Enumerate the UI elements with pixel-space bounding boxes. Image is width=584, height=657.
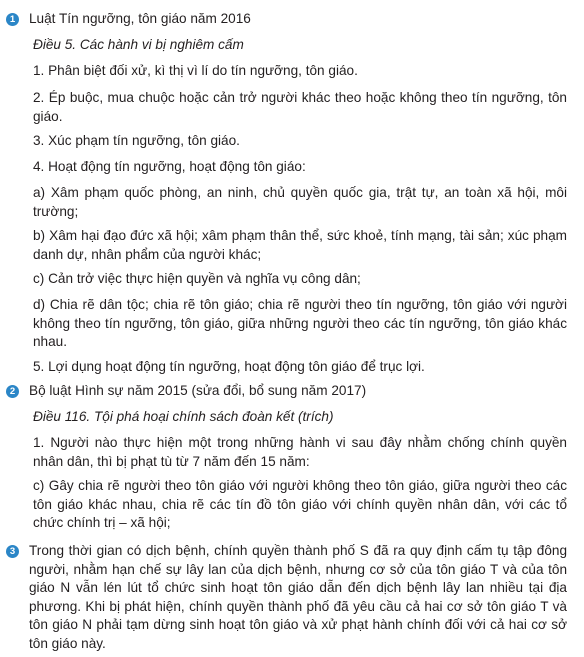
section-title: Bộ luật Hình sự năm 2015 (sửa đổi, bổ sung năm 2017) [29, 383, 367, 398]
list-item: 4. Hoạt động tín ngưỡng, hoạt động tôn giáo: [33, 159, 306, 174]
section-title: Luật Tín ngưỡng, tôn giáo năm 2016 [29, 11, 251, 26]
list-item: 1. Phân biệt đối xử, kì thị vì lí do tín ngưỡng, tôn giáo. [33, 63, 358, 78]
section-number-badge: 1 [6, 13, 19, 26]
scenario-text: Trong thời gian có dịch bệnh, chính quyền thành phố S đã ra quy định cấm tụ tập đông người, nhằm hạn chế sự lây lan của dịch bệnh, nhưng cơ sở của tôn giáo T và của tôn giáo N vẫn lén lút tổ chức sinh hoạt tôn giáo dẫn đến dịch bệnh lây lan nhiều tại địa phương. Khi bị phát hiện, chính quyền thành phố đã yêu cầu cả hai cơ sở tôn giáo T và tôn giáo N phải tạm dừng sinh hoạt tôn giáo và xử phạt hành chính đối với cả hai cơ sở tôn giáo này. [29, 543, 567, 651]
section-number-badge: 2 [6, 385, 19, 398]
list-item: 1. Người nào thực hiện một trong những hành vi sau đây nhằm chống chính quyền nhân dân, thì bị phạt tù từ 7 năm đến 15 năm: [33, 435, 567, 469]
list-item: 2. Ép buộc, mua chuộc hoặc cản trở người khác theo hoặc không theo tín ngưỡng, tôn giáo. [33, 90, 567, 124]
list-item: c) Gây chia rẽ người theo tôn giáo với người không theo tôn giáo, giữa người theo các tôn giáo khác nhau, chia rẽ các tín đồ tôn giáo với chính quyền nhân dân, với các tổ chức chính trị – xã hội; [33, 478, 567, 530]
section-number-badge: 3 [6, 545, 19, 558]
article-heading: Điều 5. Các hành vi bị nghiêm cấm [33, 37, 244, 52]
list-item: d) Chia rẽ dân tộc; chia rẽ tôn giáo; chia rẽ người theo tín ngưỡng, tôn giáo với người không theo tín ngưỡng, tôn giáo, giữa những người theo các tín ngưỡng, tôn giáo khác nhau. [33, 297, 567, 349]
list-item: a) Xâm phạm quốc phòng, an ninh, chủ quyền quốc gia, trật tự, an toàn xã hội, môi trường; [33, 185, 567, 219]
list-item: 3. Xúc phạm tín ngưỡng, tôn giáo. [33, 133, 240, 148]
list-item: c) Cản trở việc thực hiện quyền và nghĩa vụ công dân; [33, 271, 361, 286]
article-heading: Điều 116. Tội phá hoại chính sách đoàn kết (trích) [33, 409, 334, 424]
list-item: b) Xâm hại đạo đức xã hội; xâm phạm thân thể, sức khoẻ, tính mạng, tài sản; xúc phạm danh dự, nhân phẩm của người khác; [33, 228, 567, 262]
list-item: 5. Lợi dụng hoạt động tín ngưỡng, hoạt động tôn giáo để trục lợi. [33, 359, 425, 374]
